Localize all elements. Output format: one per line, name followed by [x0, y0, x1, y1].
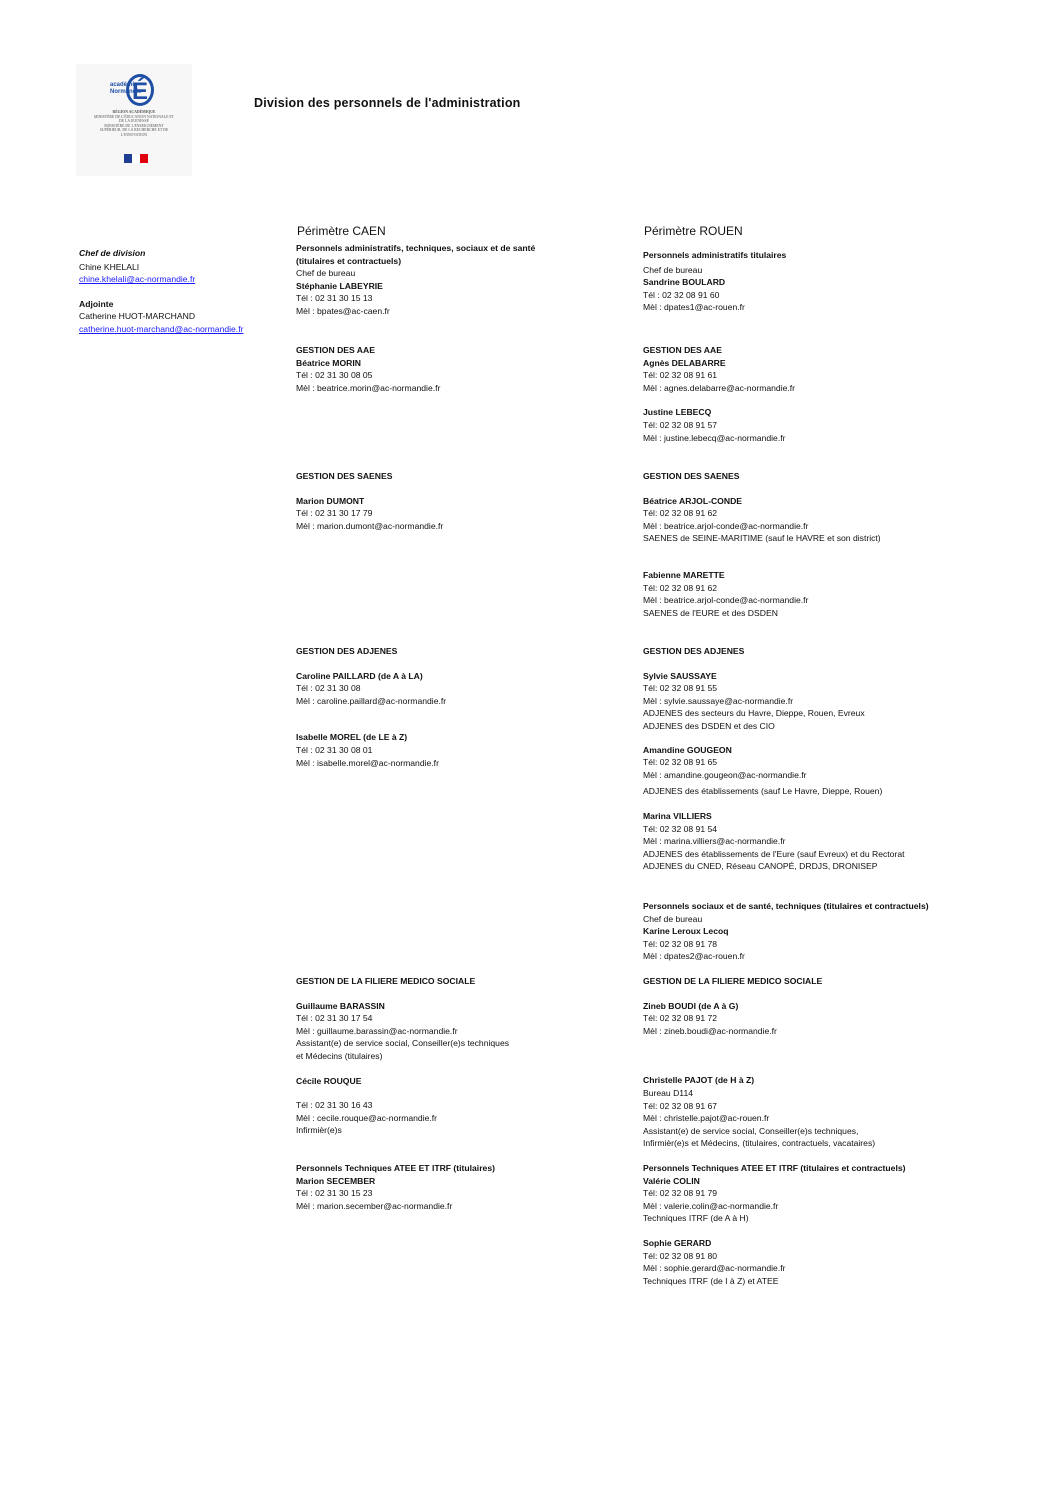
rouen-adj1-scope: ADJENES des secteurs du Havre, Dieppe, Rouen, Evreux [643, 708, 865, 719]
rouen-sae1-name: Béatrice ARJOL-CONDE [643, 495, 743, 506]
rouen-adjenes-title: GESTION DES ADJENES [643, 646, 745, 656]
chef-name: Chine KHELALI [79, 261, 140, 272]
rouen-med1-mail: Mèl : zineb.boudi@ac-normandie.fr [643, 1025, 777, 1036]
rouen-adj3-mail: Mèl : marina.villiers@ac-normandie.fr [643, 836, 786, 847]
academie-logo [76, 64, 192, 176]
caen-medico-title: GESTION DE LA FILIERE MEDICO SOCIALE [296, 976, 476, 986]
rouen-aae1-mail: Mèl : agnes.delabarre@ac-normandie.fr [643, 382, 796, 393]
rouen-chef-name: Sandrine BOULARD [643, 277, 726, 288]
caen-tech-tel: Tél : 02 31 30 15 23 [296, 1188, 373, 1199]
rouen-adjenes-block [643, 645, 904, 873]
rouen-adj2-name: Amandine GOUGEON [643, 744, 732, 755]
logo-ministere2-text: MINISTÈRE DE L'ENSEIGNEMENT SUPÉRIEUR, DE LA RECHERCHE ET DE L'INNOVATION [99, 123, 169, 137]
logo-academie-text: académie [110, 82, 138, 88]
rouen-sociaux-block [643, 900, 929, 963]
rouen-tech1-name: Valérie COLIN [643, 1175, 700, 1186]
adjointe-label: Adjointe [79, 298, 114, 309]
rouen-chef-mail: Mèl : dpates1@ac-rouen.fr [643, 302, 745, 313]
chef-email-link[interactable]: chine.khelali@ac-normandie.fr [79, 274, 196, 285]
caen-personnels-label: Personnels administratifs, techniques, sociaux et de santé [296, 243, 536, 253]
rouen-sae2-tel: Tél: 02 32 08 91 62 [643, 582, 718, 593]
caen-aae-block [296, 344, 440, 394]
rouen-aae2-mail: Mèl : justine.lebecq@ac-normandie.fr [643, 432, 786, 443]
rouen-adj1-mail: Mèl : sylvie.saussaye@ac-normandie.fr [643, 695, 794, 706]
logo-ministere1-text: MINISTÈRE DE L'ÉDUCATION NATIONALE ET DE LA JEUNESSE [94, 114, 174, 124]
rouen-tech2-scope: Techniques ITRF (de I à Z) et ATEE [643, 1275, 779, 1286]
caen-chef-mail: Mèl : bpates@ac-caen.fr [296, 305, 390, 316]
french-flag-icon [124, 154, 148, 163]
caen-saenes-tel: Tél : 02 31 30 17 79 [296, 508, 373, 519]
caen-tech-block [296, 1162, 495, 1212]
chef-label: Chef de division [79, 248, 146, 258]
rouen-chef-bureau-label: Chef de bureau [643, 264, 703, 275]
rouen-aae1-name: Agnès DELABARRE [643, 357, 726, 368]
rouen-med2-mail: Mèl : christelle.pajot@ac-rouen.fr [643, 1113, 770, 1124]
caen-tech-title: Personnels Techniques ATEE ET ITRF (titulaires) [296, 1163, 495, 1173]
rouen-adj3-name: Marina VILLIERS [643, 810, 712, 821]
caen-tech-name: Marion SECEMBER [296, 1175, 376, 1186]
rouen-sae1-scope: SAENES de SEINE-MARITIME (sauf le HAVRE et son district) [643, 533, 881, 544]
rouen-tech-title: Personnels Techniques ATEE ET ITRF (titulaires et contractuels) [643, 1163, 906, 1173]
caen-aae-title: GESTION DES AAE [296, 345, 375, 355]
caen-med1-mail: Mèl : guillaume.barassin@ac-normandie.fr [296, 1025, 458, 1036]
rouen-adj1-scope-2: ADJENES des DSDEN et des CIO [643, 720, 775, 731]
caen-adjenes-block [296, 645, 446, 769]
rouen-tech-block [643, 1162, 905, 1287]
caen-saenes-mail: Mèl : marion.dumont@ac-normandie.fr [296, 520, 444, 531]
rouen-med1-tel: Tél: 02 32 08 91 72 [643, 1013, 718, 1024]
rouen-soc-chef-label: Chef de bureau [643, 913, 703, 924]
rouen-adj3-scope-2: ADJENES du CNED, Réseau CANOPÉ, DRDJS, DRONISEP [643, 861, 878, 872]
rouen-adj1-tel: Tél: 02 32 08 91 55 [643, 683, 718, 694]
rouen-adj3-tel: Tél: 02 32 08 91 54 [643, 823, 718, 834]
caen-aae-name: Béatrice MORIN [296, 357, 361, 368]
caen-med2-mail: Mèl : cecile.rouque@ac-normandie.fr [296, 1112, 438, 1123]
caen-med1-role-2: et Médecins (titulaires) [296, 1050, 383, 1061]
rouen-heading: Périmètre ROUEN [644, 224, 743, 238]
caen-personnels-label-2: (titulaires et contractuels) [296, 255, 402, 266]
rouen-aae2-name: Justine LEBECQ [643, 407, 712, 418]
rouen-aae1-tel: Tél: 02 32 08 91 61 [643, 370, 718, 381]
logo-ministere-text [94, 110, 174, 138]
rouen-med2-role-2: Infirmièr(e)s et Médecins, (titulaires, contractuels, vacataires) [643, 1138, 876, 1149]
caen-saenes-block [296, 470, 443, 532]
rouen-soc-tel: Tél: 02 32 08 91 78 [643, 938, 718, 949]
rouen-aae-block [643, 344, 795, 444]
rouen-aae2-tel: Tél: 02 32 08 91 57 [643, 419, 718, 430]
direction-block [79, 247, 243, 336]
rouen-tech2-mail: Mèl : sophie.gerard@ac-normandie.fr [643, 1263, 786, 1274]
rouen-medico-title: GESTION DE LA FILIERE MEDICO SOCIALE [643, 976, 823, 986]
rouen-tech1-scope: Techniques ITRF (de A à H) [643, 1213, 749, 1224]
rouen-med2-name: Christelle PAJOT (de H à Z) [643, 1075, 755, 1086]
rouen-adj3-scope: ADJENES des établissements de l'Eure (sauf Evreux) et du Rectorat [643, 848, 905, 859]
caen-adj2-name: Isabelle MOREL (de LE à Z) [296, 732, 408, 743]
rouen-medico-block [643, 975, 875, 1150]
rouen-tech2-tel: Tél: 02 32 08 91 80 [643, 1250, 718, 1261]
caen-medico-block [296, 975, 509, 1137]
rouen-sae1-mail: Mèl : beatrice.arjol-conde@ac-normandie.fr [643, 520, 809, 531]
rouen-saenes-block [643, 470, 881, 619]
logo-e-icon: É [126, 74, 154, 106]
logo-normandie-text: Normandie [110, 89, 142, 95]
rouen-chef-block [643, 249, 786, 314]
caen-med1-tel: Tél : 02 31 30 17 54 [296, 1013, 373, 1024]
caen-saenes-name: Marion DUMONT [296, 495, 365, 506]
caen-saenes-title: GESTION DES SAENES [296, 471, 393, 481]
caen-med2-role: Infirmièr(e)s [296, 1125, 342, 1136]
rouen-saenes-title: GESTION DES SAENES [643, 471, 740, 481]
rouen-tech2-name: Sophie GERARD [643, 1237, 712, 1248]
caen-adj1-name: Caroline PAILLARD (de A à LA) [296, 670, 423, 681]
adjointe-name: Catherine HUOT-MARCHAND [79, 311, 196, 322]
rouen-aae-title: GESTION DES AAE [643, 345, 722, 355]
page-title: Division des personnels de l'administration [254, 96, 521, 110]
rouen-med2-role: Assistant(e) de service social, Conseiller(e)s techniques, [643, 1125, 859, 1136]
caen-med1-name: Guillaume BARASSIN [296, 1000, 385, 1011]
caen-med2-name: Cécile ROUQUE [296, 1075, 362, 1086]
caen-chef-block [296, 242, 535, 318]
caen-chef-name: Stéphanie LABEYRIE [296, 280, 383, 291]
rouen-chef-tel: Tél : 02 32 08 91 60 [643, 289, 720, 300]
adjointe-email-link[interactable]: catherine.huot-marchand@ac-normandie.fr [79, 323, 244, 334]
logo-region-text: RÉGION ACADÉMIQUE [112, 110, 156, 114]
caen-chef-bureau-label: Chef de bureau [296, 268, 356, 279]
caen-adjenes-title: GESTION DES ADJENES [296, 646, 398, 656]
rouen-adj2-mail: Mèl : amandine.gougeon@ac-normandie.fr [643, 769, 807, 780]
rouen-soc-mail: Mèl : dpates2@ac-rouen.fr [643, 951, 745, 962]
rouen-sae2-name: Fabienne MARETTE [643, 569, 725, 580]
rouen-adj2-scope: ADJENES des établissements (sauf Le Havre, Dieppe, Rouen) [643, 786, 883, 797]
rouen-tech1-tel: Tél: 02 32 08 91 79 [643, 1188, 718, 1199]
caen-aae-tel: Tél : 02 31 30 08 05 [296, 370, 373, 381]
caen-tech-mail: Mèl : marion.secember@ac-normandie.fr [296, 1200, 453, 1211]
rouen-tech1-mail: Mèl : valerie.colin@ac-normandie.fr [643, 1200, 779, 1211]
caen-aae-mail: Mèl : beatrice.morin@ac-normandie.fr [296, 382, 441, 393]
caen-adj2-tel: Tél : 02 31 30 08 01 [296, 744, 373, 755]
rouen-soc-name: Karine Leroux Lecoq [643, 926, 729, 937]
caen-adj2-mail: Mèl : isabelle.morel@ac-normandie.fr [296, 757, 439, 768]
caen-adj1-tel: Tél : 02 31 30 08 [296, 683, 361, 694]
caen-adj1-mail: Mèl : caroline.paillard@ac-normandie.fr [296, 695, 447, 706]
rouen-sae2-mail: Mèl : beatrice.arjol-conde@ac-normandie.fr [643, 595, 809, 606]
rouen-adj2-tel: Tél: 02 32 08 91 65 [643, 757, 718, 768]
caen-med1-role: Assistant(e) de service social, Conseiller(e)s techniques [296, 1038, 510, 1049]
rouen-sae1-tel: Tél: 02 32 08 91 62 [643, 508, 718, 519]
rouen-soc-title: Personnels sociaux et de santé, techniques (titulaires et contractuels) [643, 901, 929, 911]
caen-chef-tel: Tél : 02 31 30 15 13 [296, 293, 373, 304]
rouen-adj1-name: Sylvie SAUSSAYE [643, 670, 717, 681]
caen-med2-tel: Tél : 02 31 30 16 43 [296, 1100, 373, 1111]
rouen-med2-bureau: Bureau D114 [643, 1087, 694, 1098]
rouen-med2-tel: Tél: 02 32 08 91 67 [643, 1100, 718, 1111]
rouen-med1-name: Zineb BOUDI (de A à G) [643, 1000, 739, 1011]
rouen-sae2-scope: SAENES de l'EURE et des DSDEN [643, 607, 778, 618]
rouen-personnels-label: Personnels administratifs titulaires [643, 250, 787, 260]
caen-heading: Périmètre CAEN [297, 224, 386, 238]
